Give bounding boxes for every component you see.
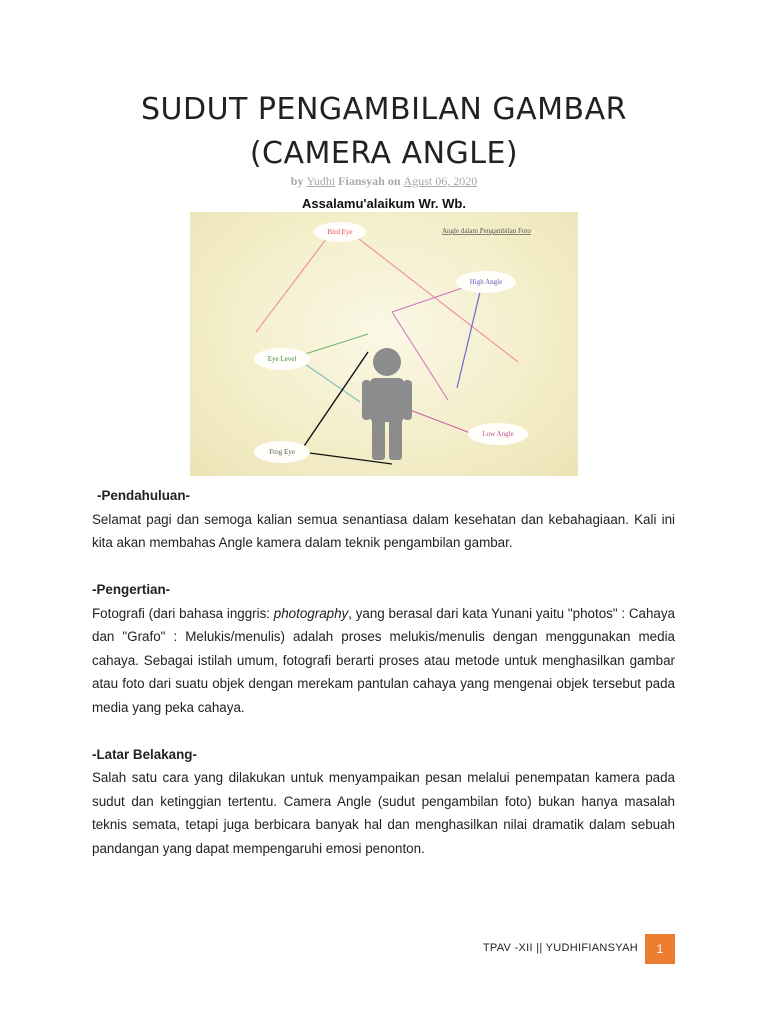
background-heading: -Latar Belakang- — [92, 746, 197, 762]
person-icon — [362, 348, 412, 460]
byline — [0, 174, 768, 189]
bird-eye-label: Bird Eye — [327, 228, 353, 236]
page-footer — [0, 934, 768, 964]
intro-heading: -Pendahuluan- — [97, 488, 190, 503]
background-paragraph: Salah satu cara yang dilakukan untuk menyampaikan pesan melalui penempatan kamera pada sudut dan ketinggian tertentu. Camera Angle (sudut pengambilan foto) bukan hanya masalah teknis semata, tetapi juga berbicara banyak hal dan menghasilkan nilai dramatik dalam sebuah pandangan yang dapat mempengaruhi emosi penonton. — [92, 770, 675, 856]
definition-heading: -Pengertian- — [92, 582, 171, 597]
frog-eye-label: Frog Eye — [269, 448, 295, 456]
eye-level-label: Eye Level — [267, 355, 297, 363]
definition-text-b: , yang berasal dari kata Yunani yaitu "photos" : Cahaya dan "Grafo" : Melukis/menulis) adalah proses melukis/menulis dengan menggunakan media cahaya. Sebagai istilah umum, fotografi berarti proses atau metode untuk menghasilkan gambar atau foto dari suatu objek dengan merekam pantulan cahaya yang mengenai objek tersebut pada media yang peka cahaya. — [92, 605, 675, 715]
title-line-2: (CAMERA ANGLE) — [249, 136, 519, 171]
author-last: Fiansyah — [338, 174, 385, 188]
definition-term: photography — [273, 605, 349, 621]
figure-caption: Angle dalam Pengambilan Foto — [442, 227, 531, 235]
intro-paragraph: Selamat pagi dan semoga kalian semua senantiasa dalam kesehatan dan kebahagiaan. Kali ini kita akan membahas Angle kamera dalam teknik pengambilan gambar. — [92, 511, 675, 550]
title-line-1: SUDUT PENGAMBILAN GAMBAR — [141, 92, 627, 127]
article-body — [92, 484, 675, 860]
greeting: Assalamu'alaikum Wr. Wb. — [302, 196, 466, 211]
date-link[interactable]: Agust 06, 2020 — [403, 174, 478, 188]
page-title — [0, 88, 768, 176]
footer-text: TPAV -XII || YUDHIFIANSYAH — [482, 942, 638, 954]
author-link[interactable]: Yudhi — [306, 174, 336, 188]
definition-paragraph — [92, 602, 675, 720]
camera-angle-figure — [190, 212, 578, 476]
low-angle-label: Low Angle — [482, 430, 514, 438]
frog-line-a — [300, 352, 368, 452]
bird-line-right — [350, 232, 518, 362]
eye-line-b — [302, 362, 360, 402]
bird-line-left — [256, 234, 330, 332]
eye-line-a — [302, 334, 368, 355]
byline-by: by — [290, 174, 304, 188]
camera-angle-diagram — [190, 212, 578, 476]
high-line-c — [457, 292, 480, 388]
low-line — [410, 410, 473, 434]
high-angle-label: High Angle — [469, 278, 503, 286]
definition-text-a: Fotografi (dari bahasa inggris: — [92, 605, 274, 621]
page-number: 1 — [645, 934, 675, 964]
byline-on: on — [387, 174, 401, 188]
